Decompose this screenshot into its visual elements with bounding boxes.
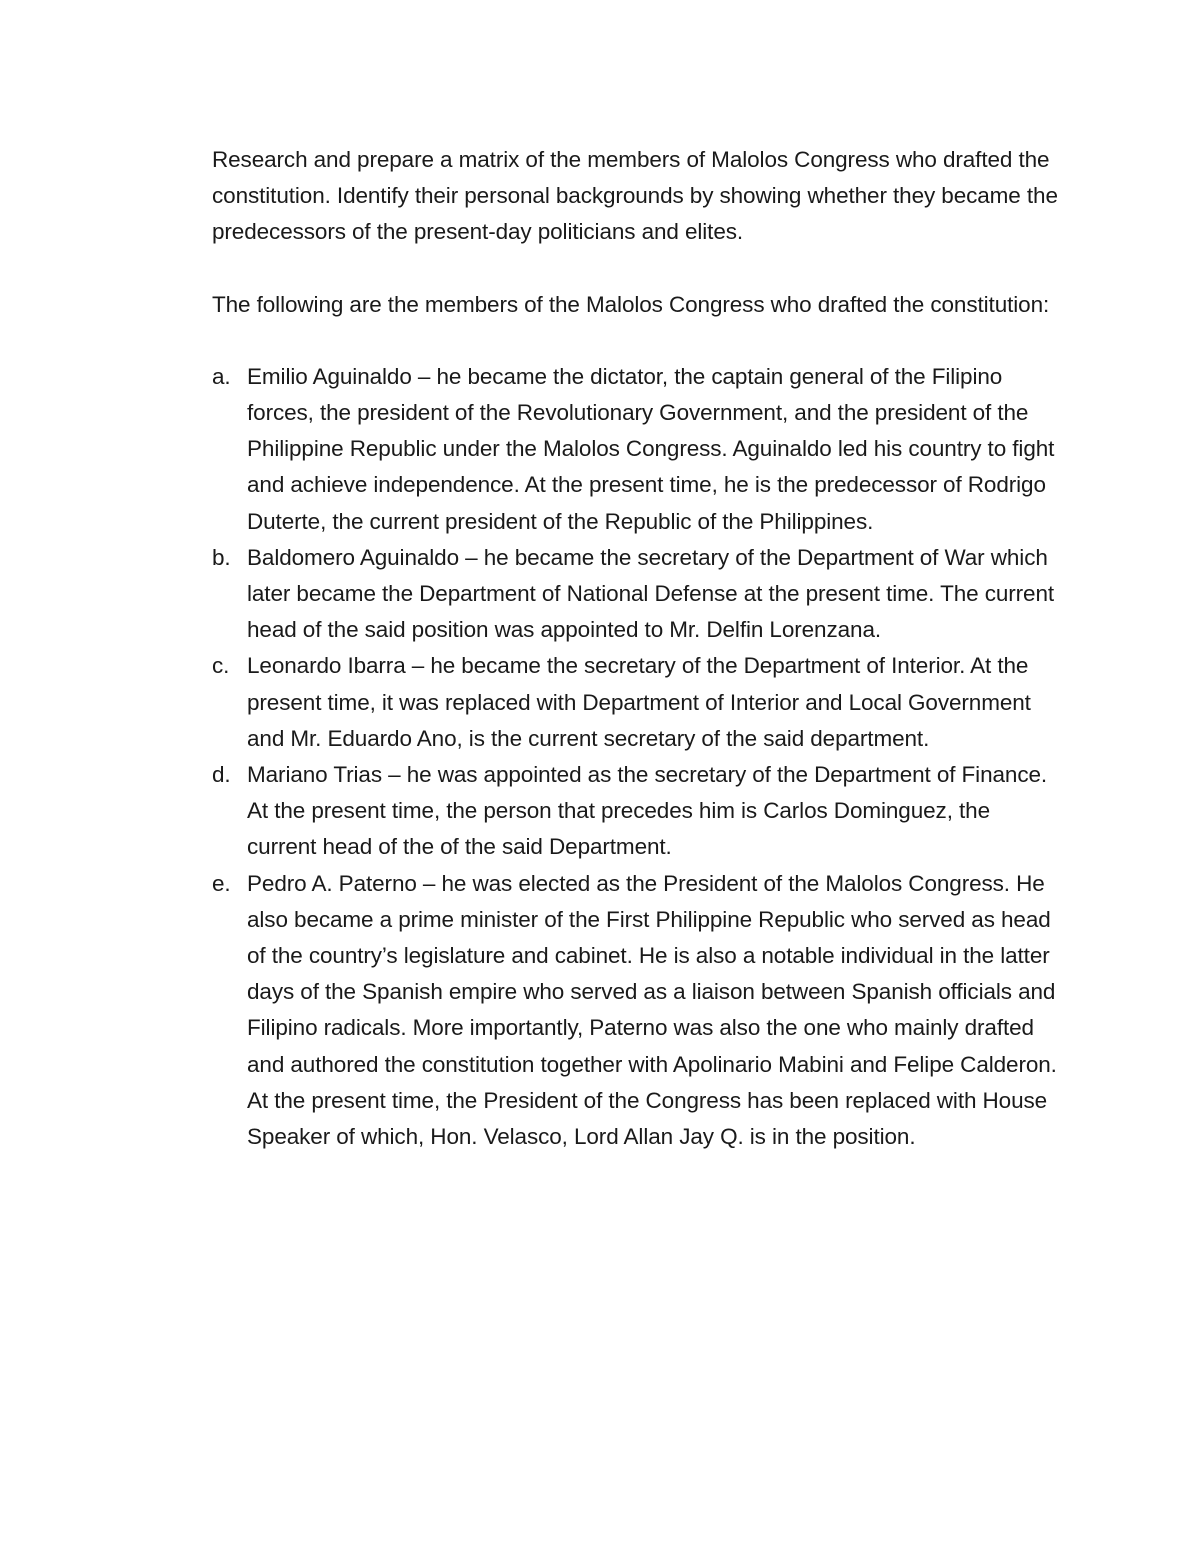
document-body (212, 142, 1062, 1155)
list-item (212, 648, 1062, 757)
list-item-text: Leonardo Ibarra – he became the secretary of the Department of Interior. At the present time, it was replaced with Department of Interior and Local Government and Mr. Eduardo Ano, is the current secretary of the said department. (247, 653, 1031, 751)
list-marker: e. (212, 870, 231, 896)
list-item (212, 757, 1062, 866)
list-item-text: Emilio Aguinaldo – he became the dictator, the captain general of the Filipino forces, the president of the Revolutionary Government, and the president of the Philippine Republic under the Malolos Congress. Aguinaldo led his country to fight and achieve independence. At the present time, he is the predecessor of Rodrigo Duterte, the current president of the Republic of the Philippines. (247, 363, 1055, 534)
list-item (212, 359, 1062, 540)
list-item-text: Pedro A. Paterno – he was elected as the President of the Malolos Congress. He also became a prime minister of the First Philippine Republic who served as head of the country’s legislature and cabinet. He is also a notable individual in the latter days of the Spanish empire who served as a liaison between Spanish officials and Filipino radicals. More importantly, Paterno was also the one who mainly drafted and authored the constitution together with Apolinario Mabini and Felipe Calderon. At the present time, the President of the Congress has been replaced with House Speaker of which, Hon. Velasco, Lord Allan Jay Q. is in the position. (247, 870, 1057, 1150)
list-marker: a. (212, 363, 231, 389)
list-marker: d. (212, 762, 231, 788)
list-item (212, 866, 1062, 1156)
list-item-text: Mariano Trias – he was appointed as the secretary of the Department of Finance. At the present time, the person that precedes him is Carlos Dominguez, the current head of the of the said Department. (247, 762, 1048, 860)
list-marker: c. (212, 653, 230, 679)
list-item (212, 540, 1062, 649)
list-marker: b. (212, 544, 231, 570)
intro-paragraph: Research and prepare a matrix of the members of Malolos Congress who drafted the constitution. Identify their personal backgrounds by showing whether they became the predecessors of the present-day politicians and elites. (212, 147, 1058, 245)
lead-paragraph: The following are the members of the Malolos Congress who drafted the constitution: (212, 291, 1050, 317)
members-list (212, 359, 1062, 1155)
list-item-text: Baldomero Aguinaldo – he became the secretary of the Department of War which later became the Department of National Defense at the present time. The current head of the said position was appointed to Mr. Delfin Lorenzana. (247, 544, 1055, 643)
